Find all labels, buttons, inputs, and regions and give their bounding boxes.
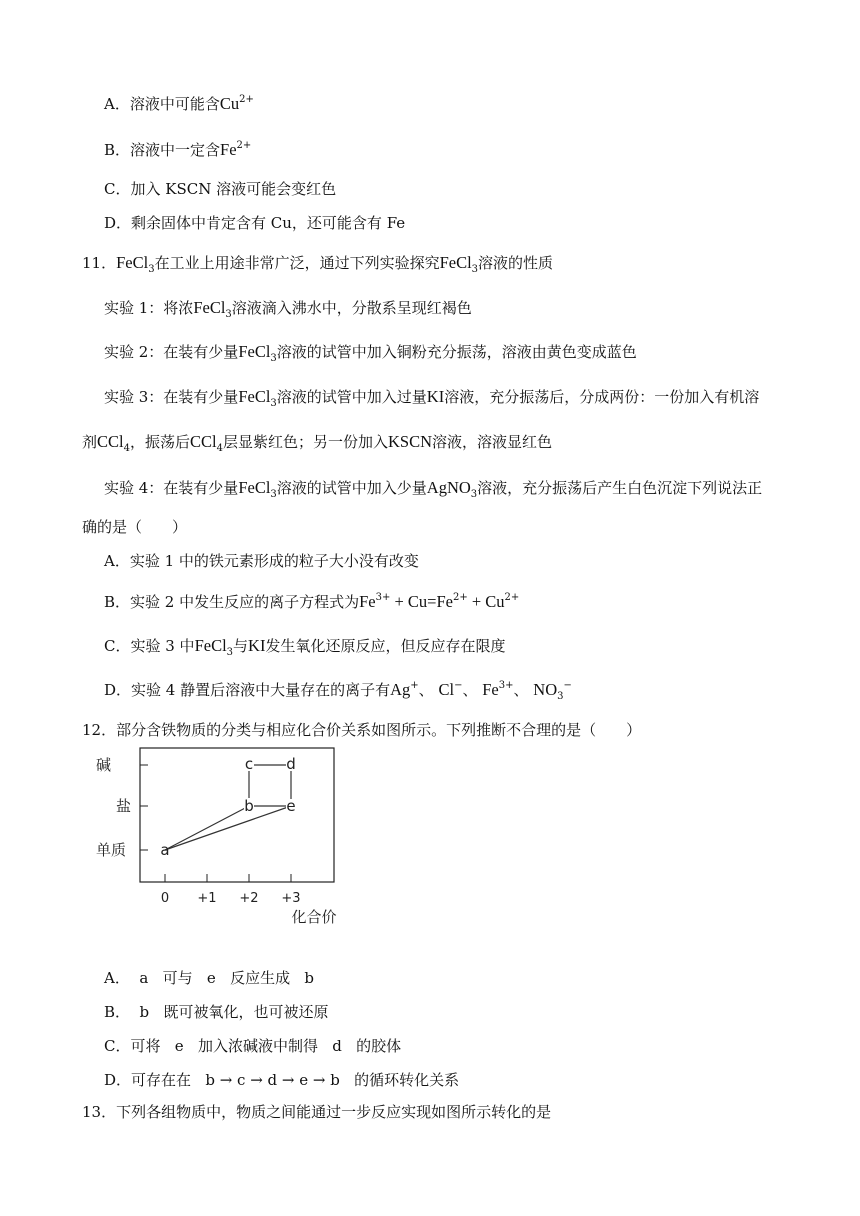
y-label-salt: 盐	[116, 797, 132, 815]
valence-category-diagram	[92, 744, 352, 930]
y-label-base: 碱	[96, 756, 112, 774]
q10-option-b: B．溶液中一定含$Fe^{2+}$	[104, 140, 252, 159]
q11-experiment-3: 实验 3：在装有少量FeCl$_3$溶液的试管中加入过量KI溶液，充分振荡后，分成两份：一份加入有机溶	[104, 387, 760, 409]
q12-option-d: D．可存在在 b → c → d → e → b 的循环转化关系	[104, 1071, 460, 1089]
edge-a-e	[165, 806, 291, 850]
x-tick-label-3: +3	[281, 891, 301, 906]
q13-stem: 13．下列各组物质中，物质之间能通过一步反应实现如图所示转化的是	[82, 1103, 552, 1121]
x-axis-title: 化合价	[291, 908, 337, 926]
q11-experiment-2: 实验 2：在装有少量FeCl$_3$溶液的试管中加入铜粉充分振荡，溶液由黄色变成蓝色	[104, 342, 637, 364]
edge-a-b	[165, 806, 249, 850]
point-c: c	[244, 755, 254, 773]
q10-option-d: D．剩余固体中肯定含有 Cu，还可能含有 Fe	[104, 214, 406, 232]
point-e: e	[286, 797, 296, 815]
q12-option-a: A． a 可与 e 反应生成 b	[104, 969, 315, 987]
q11-option-d: D．实验 4 静置后溶液中大量存在的离子有Ag+、 Cl−、 $Fe^{3+}$、 $NO_3^-$	[104, 680, 572, 702]
point-a: a	[160, 841, 170, 859]
q10-option-c: C．加入 KSCN 溶液可能会变红色	[104, 180, 337, 198]
q12-option-b: B． b 既可被氧化，也可被还原	[104, 1003, 329, 1021]
x-tick-label-1: +1	[197, 891, 217, 906]
q12-option-c: C．可将 e 加入浓碱液中制得 d 的胶体	[104, 1037, 402, 1055]
diagram-frame	[140, 748, 334, 882]
y-label-element: 单质	[96, 841, 127, 859]
q11-experiment-4-cont: 确的是（ ）	[82, 518, 188, 536]
point-d: d	[286, 755, 296, 773]
q11-option-c: C．实验 3 中FeCl$_3$与KI发生氧化还原反应，但反应存在限度	[104, 636, 506, 658]
x-tick-label-0: 0	[160, 891, 170, 906]
q11-stem: 11．FeCl$_3$在工业上用途非常广泛，通过下列实验探究FeCl$_3$溶液的性质	[82, 253, 554, 275]
q10-option-a: A．溶液中可能含$Cu^{2+}$	[104, 94, 254, 113]
q12-stem: 12．部分含铁物质的分类与相应化合价关系如图所示。下列推断不合理的是（ ）	[82, 721, 642, 739]
q11-experiment-4: 实验 4：在装有少量FeCl$_3$溶液的试管中加入少量AgNO$_3$溶液，充分振荡后产生白色沉淀下列说法正	[104, 478, 763, 500]
q11-experiment-1: 实验 1：将浓FeCl$_3$溶液滴入沸水中，分散系呈现红褐色	[104, 298, 472, 320]
q11-option-b: B．实验 2 中发生反应的离子方程式为$Fe^{3+} + Cu=Fe^{2+} + Cu^{2+}$	[104, 592, 520, 611]
q11-option-a: A．实验 1 中的铁元素形成的粒子大小没有改变	[104, 552, 419, 570]
x-tick-label-2: +2	[239, 891, 259, 906]
point-b: b	[244, 797, 254, 815]
q11-experiment-3-cont: 剂CCl$_4$，振荡后CCl$_4$层显紫红色；另一份加入KSCN溶液，溶液显红色	[82, 432, 553, 454]
